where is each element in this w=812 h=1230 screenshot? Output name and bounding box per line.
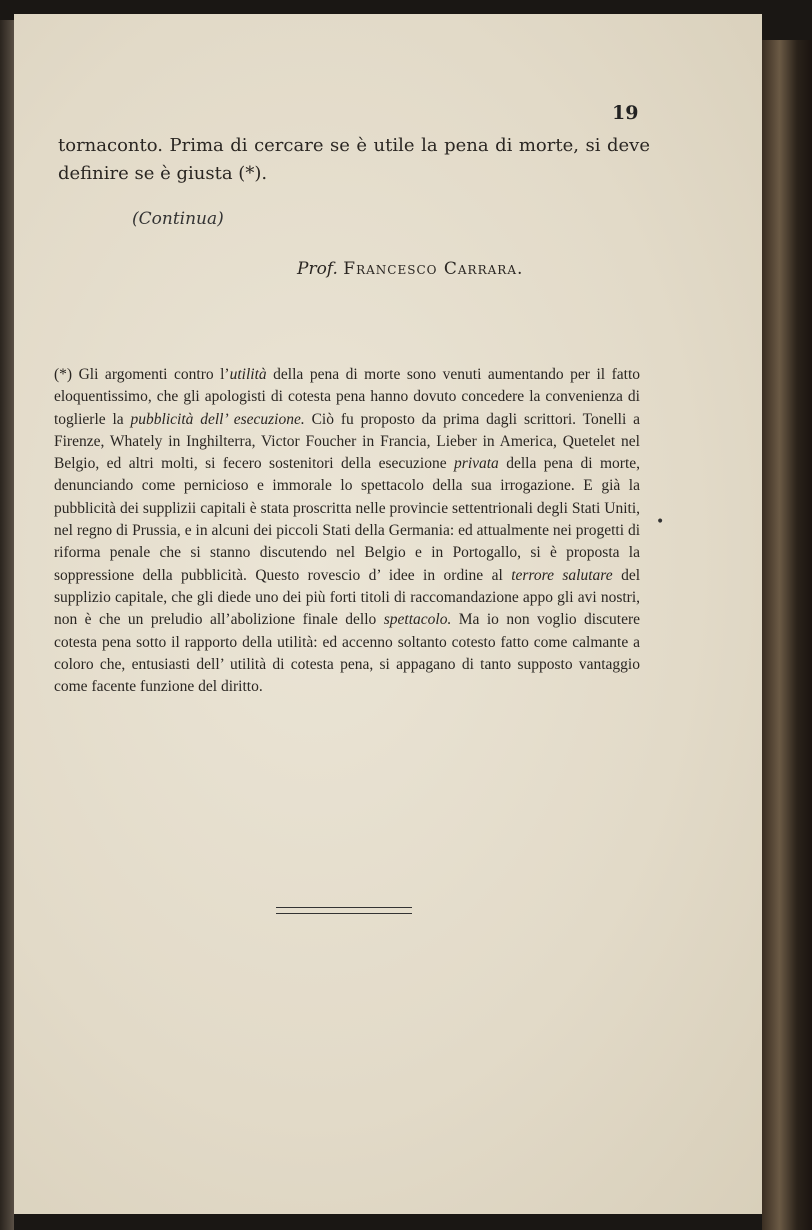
- footnote-segment: della pena di morte, denunciando come pernicioso e immorale lo spettacolo della sua irrogazione. E già la pubblicità dei supplizii capitali è stata proscritta nelle provincie settentrionali degli Stati Uniti, nel regno di Prussia, e in alcuni dei piccoli Stati della Germania: ed attualmente nei progetti di riforma penale che si stanno discutendo nel Belgio e in Portogallo, si è proposta la soppressione della pubblicità. Questo rovescio d’ idee in ordine al: [54, 455, 641, 584]
- book-page-edges: [762, 40, 812, 1230]
- footnote: [54, 364, 640, 698]
- footnote-segment: del supplizio capitale, che gli diede uno dei più forti titoli di raccomandazione appo gli avi nostri, non è che un preludio all’abolizione finale dello: [54, 566, 641, 629]
- footnote-segment: della pena di morte sono venuti aumentando per il fatto eloquentissimo, che gli apologisti di cotesta pena hanno dovuto concedere la convenienza di toglierle la: [54, 366, 641, 428]
- author-prefix: Prof.: [297, 259, 338, 279]
- book-spine-edge: [0, 20, 14, 1230]
- continua-note: (Continua): [132, 209, 224, 229]
- footnote-segment: Gli argomenti contro l’: [78, 366, 230, 383]
- book-page: [14, 14, 762, 1214]
- footnote-italic-segment: privata: [454, 455, 499, 473]
- footnote-italic-segment: spettacolo.: [383, 611, 452, 629]
- footnote-text: [54, 366, 640, 695]
- footnote-marker: (*): [54, 366, 73, 383]
- body-paragraph: tornaconto. Prima di cercare se è utile la pena di morte, si deve definire se è giusta (*).: [58, 135, 650, 184]
- author-name: Francesco Carrara.: [343, 259, 524, 279]
- footnote-italic-segment: utilità: [229, 366, 267, 383]
- footnote-italic-segment: pubblicità dell’ esecuzione.: [130, 410, 305, 428]
- footnote-italic-segment: terrore salutare: [511, 566, 613, 584]
- footnote-segment: Ciò fu proposto da prima dagli scrittori. Tonelli a Firenze, Whately in Inghilterra, Victor Foucher in Francia, Lieber in America, Quetelet nel Belgio, ed altri molti, si fecero sostenitori della esecuzione: [54, 410, 640, 473]
- author-signature: [297, 259, 523, 279]
- page-number: 19: [612, 102, 639, 124]
- margin-mark: •: [656, 514, 665, 530]
- footnote-segment: Ma io non voglio discutere cotesta pena sotto il rapporto della utilità: ed accenno soltanto cotesto fatto come calmante a coloro che, entusiasti dell’ utilità di cotesta pena, si appagano di tanto supposto vantaggio come facente funzione del diritto.: [54, 611, 641, 696]
- section-rule: [276, 907, 412, 914]
